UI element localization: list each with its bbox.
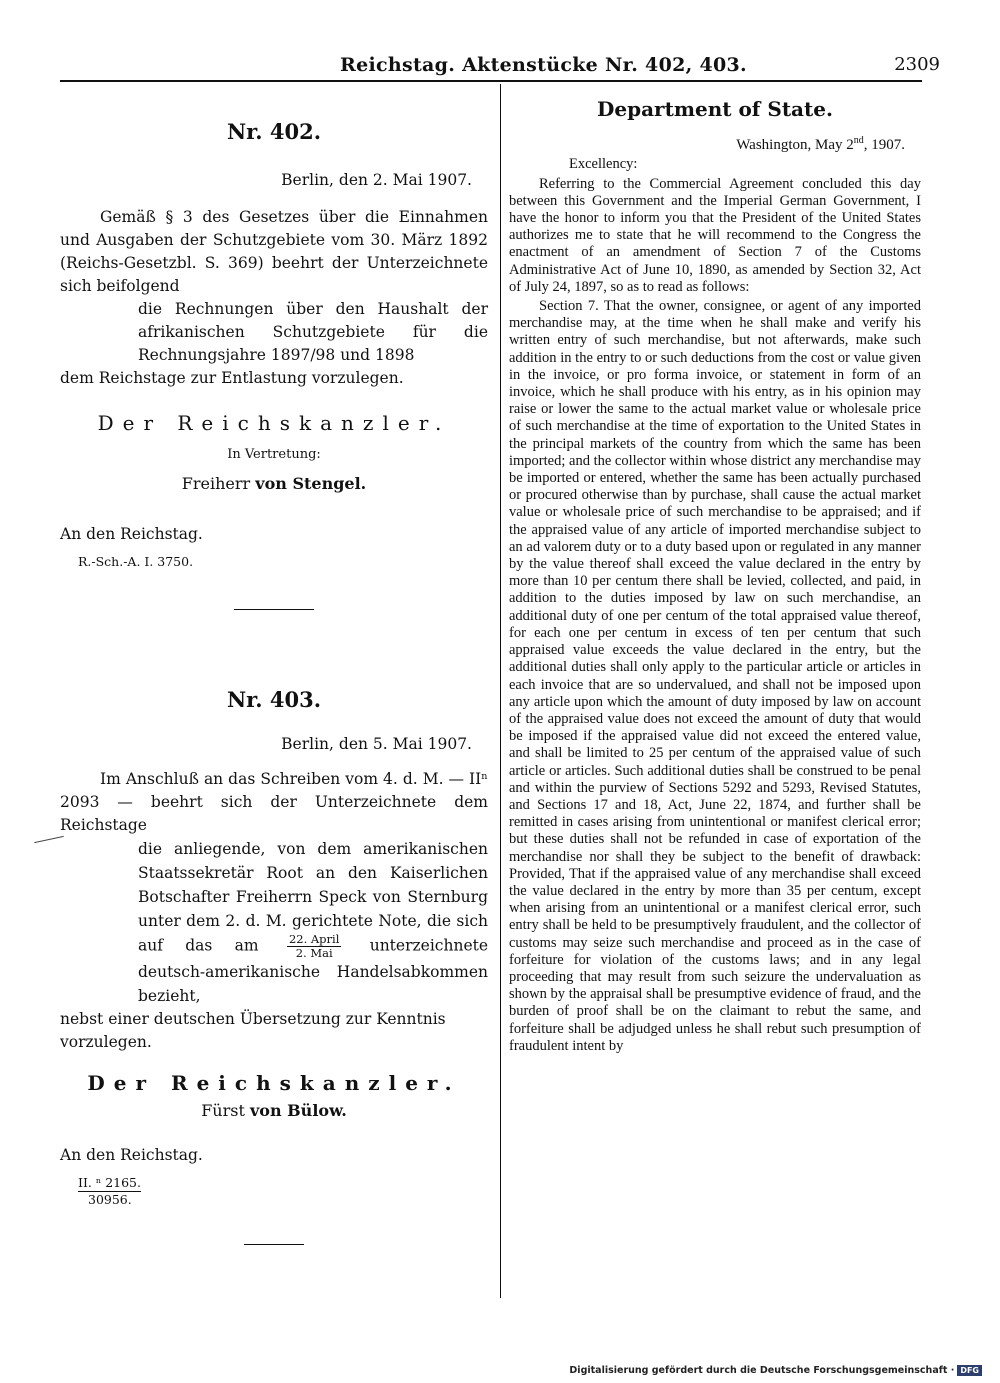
doc-402-signature-title: Der Reichskanzler. [97, 411, 451, 435]
left-column [60, 120, 488, 1245]
doc-402-signer-name: von Stengel. [255, 474, 367, 493]
doc-402-number: Nr. 402. [226, 119, 322, 144]
letter-heading: Department of State. [597, 97, 833, 121]
page-footer [569, 1365, 982, 1376]
letter-date-text: Washington, May 2 [736, 137, 854, 154]
doc-403-block-text-end: unterzeichnete deutsch-amerikanische Handelsabkommen bezieht, [138, 936, 489, 1005]
header-title: Reichstag. Aktenstücke Nr. 402, 403. [340, 54, 747, 76]
fraction-top: 22. April [288, 932, 340, 946]
page-number: 2309 [894, 54, 940, 75]
reference-line-2: 30956. [88, 1192, 132, 1207]
doc-402-intro: Gemäß § 3 des Gesetzes über die Einnahmen und Ausgaben der Schutzgebiete vom 30. März 1892 (Reichs-Gesetzbl. S. 369) beehrt der Unterzeichnete sich beifolgend [60, 208, 488, 295]
letter-date-year: , 1907. [863, 137, 905, 154]
doc-402-signer-title: Freiherr [181, 474, 251, 493]
doc-403-signature-name [60, 1099, 488, 1122]
fraction-bottom: 2. Mai [295, 946, 333, 960]
doc-403-number: Nr. 403. [226, 687, 322, 712]
doc-403-closing: nebst einer deutschen Übersetzung zur Kenntnis vorzulegen. [60, 1010, 446, 1051]
doc-402-signature-sub: In Vertretung: [227, 447, 321, 462]
letter-paragraph-1: Referring to the Commercial Agreement concluded this day between this Government and the Imperial German Government, I have the honor to inform you that the President of the United States authorizes me to state that he will recommend to the Congress the enactment of an amendment of Section 7 of the Customs Administrative Act of June 10, 1890, as amended by Section 32, Act of July 24, 1897, so as to read as follows: [509, 175, 921, 295]
letter-salutation: Excellency: [569, 156, 638, 173]
section-separator-end [244, 1244, 304, 1245]
doc-403-addressee: An den Reichstag. [60, 1146, 203, 1164]
date-fraction [287, 933, 341, 960]
doc-403-block-text: die anliegende, von dem amerikanischen Staatssekretär Root an den Kaiserlichen Botschafter Freiherrn Speck von Sternburg unter dem 2. d. M. gerichtete Note, die sich auf das am [138, 840, 488, 955]
letter-paragraph-2: Section 7. That the owner, consignee, or agent of any imported merchandise may, at the time when he shall make and verify his written entry of such merchandise, but not afterwards, make such addition in the entry to or such deductions from the cost or value given in the invoice, or pro forma invoice, or statement in form of an invoice, which he shall produce with his entry, as in his opinion may raise or lower the same to the actual market value or wholesale price of such merchandise at the time of exportation to the United States in the principal markets of the country from which the same has been imported; and the collector within whose district any merchandise may be imported or entered, whether the same has been actually purchased or procured otherwise than by purchase, shall cause the actual market value or wholesale price of such merchandise to be appraised; and if the appraised value of any article of imported merchandise subject to an ad valorem duty or to a duty based upon or regulated in any manner by the value thereof shall exceed the value declared in the entry by more than 10 per centum there shall be levied, collected, and paid, in addition to the duties imposed by law on such merchandise, an additional duty of one per centum of the total appraised value thereof, for each one per centum in excess of ten per centum that such appraised value exceeds the value declared in the entry, but the additional duties shall only apply to the particular article or articles in each invoice that are so undervalued, and shall not be imposed upon any article upon which the amount of duty imposed by law on account of the appraised value does not exceed the amount of duty that would be imposed if the appraised value did not exceed the entered value, and shall be limited to 25 per centum of the appraised value of such article or articles. Such additional duties shall be construed to be penal and within the purview of Sections 5292 and 5293, Revised Statutes, and Sections 17 and 18, Act, June 22, 1874, and further shall be remitted in cases arising from unintentional or manifest clerical error; but these duties shall not be refunded in case of exportation of the merchandise nor shall they be subject to the benefit of drawback: Provided, That if the appraised value of any merchandise shall exceed the value declared in the entry by more than 35 per centum, except when arising from an unintentional or a manifest clerical error, such entry shall be held to be presumptively fraudulent, and the collector of customs may seize such merchandise and proceed as in the case of forfeiture for violation of the customs laws; and in any legal proceeding that may result from such seizure the undervaluation as shown by the appraisal shall be presumptive evidence of fraud, and the burden of proof shall be on the claimant to rebut the same, and forfeiture shall be adjudged unless he shall rebut such presumption of fraudulent intent by [509, 298, 921, 1054]
doc-403-block [138, 837, 488, 1008]
doc-403-date: Berlin, den 5. Mai 1907. [281, 735, 472, 753]
doc-402-signature-name [60, 472, 488, 495]
doc-402-block: die Rechnungen über den Haushalt der afrikanischen Schutzgebiete für die Rechnungsjahre 1897/98 und 1898 [138, 300, 488, 364]
column-divider [500, 84, 501, 1298]
header-rule [60, 80, 922, 82]
page-header [60, 54, 940, 80]
doc-402-date: Berlin, den 2. Mai 1907. [281, 171, 472, 189]
dfg-logo: DFG [957, 1365, 982, 1376]
reference-line-1: II. ⁿ 2165. [78, 1175, 141, 1190]
doc-403-signature-title: Der Reichskanzler. [87, 1071, 461, 1095]
doc-403-signer-title: Fürst [201, 1101, 245, 1120]
doc-403-reference [78, 1175, 488, 1208]
doc-403-signer-name: von Bülow. [249, 1101, 347, 1120]
doc-402-addressee: An den Reichstag. [60, 525, 203, 543]
right-column [509, 97, 921, 1055]
letter-date-suffix: nd [853, 135, 864, 147]
footer-text: Digitalisierung gefördert durch die Deutsche Forschungsgemeinschaft · [569, 1365, 955, 1376]
doc-402-closing: dem Reichstage zur Entlastung vorzulegen. [60, 369, 404, 387]
letter-date [509, 132, 905, 154]
doc-402-reference: R.-Sch.-A. I. 3750. [78, 554, 194, 569]
doc-403-intro: Im Anschluß an das Schreiben vom 4. d. M. — IIⁿ 2093 — beehrt sich der Unterzeichnete dem Reichstage [60, 770, 488, 834]
